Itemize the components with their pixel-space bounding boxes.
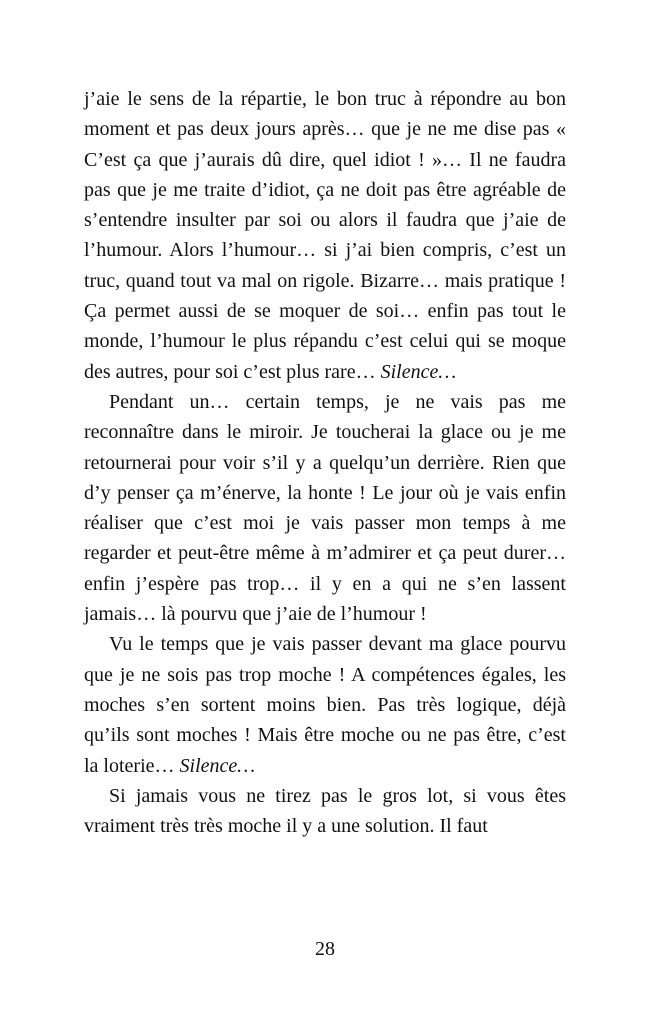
- paragraph-1: [84, 84, 566, 387]
- paragraph-4: [84, 781, 566, 842]
- paragraph-3: [84, 629, 566, 780]
- paragraph-2: [84, 387, 566, 629]
- paragraph-3-text: Vu le temps que je vais passer devant ma glace pourvu que je ne sois pas trop moche ! A compétences égales, les moches s’en sortent moins bien. Pas très logique, déjà qu’ils sont moches ! Mais être moche ou ne pas être, c’est la loterie…: [84, 633, 566, 777]
- paragraph-4-text: Si jamais vous ne tirez pas le gros lot, si vous êtes vraiment très très moche il y a une solution. Il faut: [84, 784, 566, 838]
- paragraph-1-text: j’aie le sens de la répartie, le bon truc à répondre au bon moment et pas deux jours après… que je ne me dise pas « C’est ça que j’aurais dû dire, quel idiot ! »… Il ne faudra pas que je me traite d’idiot, ça ne doit pas être agréable de s’entendre insulter par soi ou alors il faudra que j’aie de l’humour. Alors l’humour… si j’ai bien compris, c’est un truc, quand tout va mal on rigole. Bizarre… mais pratique ! Ça permet aussi de se moquer de soi… enfin pas tout le monde, l’humour le plus répandu c’est celui qui se moque des autres, pour soi c’est plus rare…: [84, 88, 566, 383]
- page-number: 28: [315, 938, 335, 960]
- body-text: [84, 84, 566, 841]
- paragraph-1-italic: Silence…: [380, 360, 457, 383]
- paragraph-3-italic: Silence…: [179, 754, 256, 777]
- paragraph-2-text: Pendant un… certain temps, je ne vais pas me reconnaître dans le miroir. Je toucherai la glace ou je me retournerai pour voir s’il y a quelqu’un derrière. Rien que d’y penser ça m’énerve, la honte ! Le jour où je vais enfin réaliser que c’est moi je vais passer mon temps à me regarder et peut-être même à m’admirer et ça peut durer… enfin j’espère pas trop… il y en a qui ne s’en lassent jamais… là pourvu que j’aie de l’humour !: [84, 390, 566, 626]
